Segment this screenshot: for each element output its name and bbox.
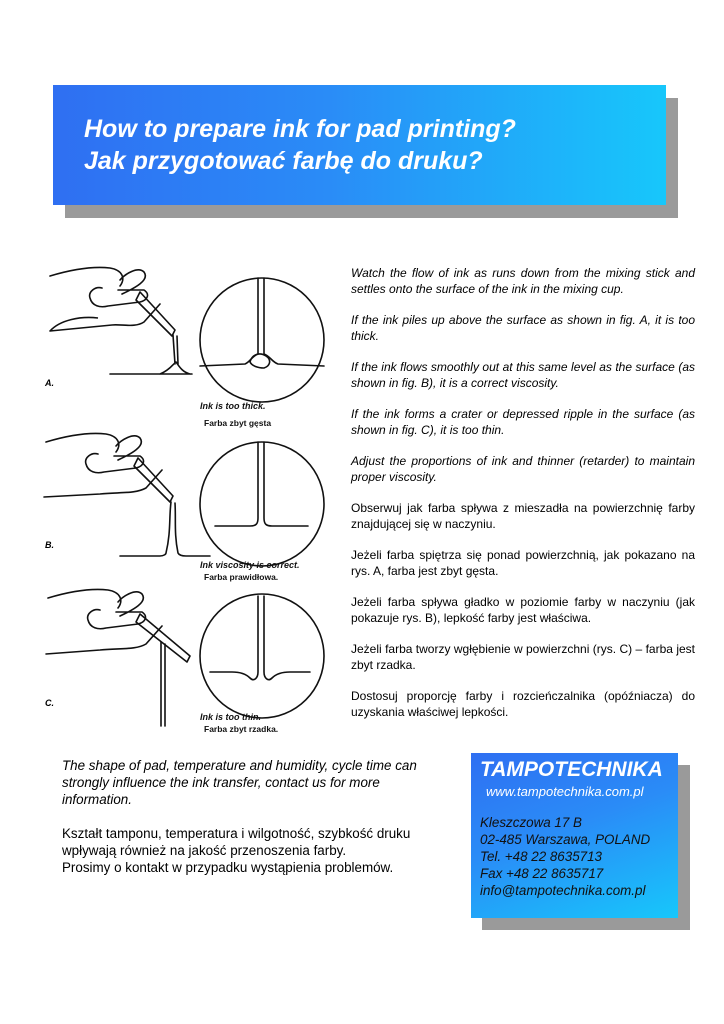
address-city: 02-485 Warszawa, POLAND [480,832,651,847]
influence-note-pl [62,825,446,876]
figure-c-caption-pl: Farba zbyt rzadka. [204,724,279,734]
influence-note-pl-line2: Prosimy o kontakt w przypadku wystąpienia problemów. [62,860,394,875]
fax-number: Fax +48 22 8635717 [480,866,604,881]
figure-a [40,258,340,426]
viscosity-figures [40,258,340,738]
company-name: TAMPOTECHNIKA [480,758,663,781]
instruction-en-1: Watch the flow of ink as runs down from the mixing stick and settles onto the surface of the ink in the mixing cup. [351,266,695,296]
contact-box [471,753,678,918]
influence-note-en: The shape of pad, temperature and humidity, cycle time can strongly influence the ink transfer, contact us for more information. [62,758,417,807]
instruction-pl-1: Obserwuj jak farba spływa z mieszadła na powierzchnię farby znajdującej się w naczyniu. [351,501,695,531]
influence-note-pl-line1: Kształt tamponu, temperatura i wilgotność, szybkość druku wpływają również na jakość przenoszenia farby. [62,826,411,858]
figure-a-caption-en: Ink is too thick. [200,401,266,411]
influence-note [62,757,446,893]
instruction-pl-5: Dostosuj proporcję farby i rozcieńczalnika (opóźniacza) do uzyskania właściwej lepkości. [351,689,695,719]
figure-a-letter: A. [45,378,54,388]
company-website[interactable]: www.tampotechnika.com.pl [486,784,644,799]
figure-c-caption-en: Ink is too thin. [200,712,261,722]
address-street: Kleszczowa 17 B [480,815,582,830]
figure-c-letter: C. [45,698,54,708]
figure-a-drawing [40,258,340,426]
figure-c [40,576,340,744]
figure-b [40,422,340,590]
instruction-pl-2: Jeżeli farba spiętrza się ponad powierzchnią, jak pokazano na rys. A, farba jest zbyt gęsta. [351,548,695,578]
title-english: How to prepare ink for pad printing? [84,115,516,143]
figure-b-caption-en: Ink viscosity is correct. [200,560,300,570]
title-banner [53,85,666,205]
email-address[interactable]: info@tampotechnika.com.pl [480,883,646,898]
instruction-en-4: If the ink forms a crater or depressed ripple in the surface (as shown in fig. C), it is too thin. [351,407,695,437]
instruction-en-2: If the ink piles up above the surface as shown in fig. A, it is too thick. [351,313,695,343]
figure-b-caption-pl: Farba prawidłowa. [204,572,279,582]
instruction-pl-4: Jeżeli farba tworzy wgłębienie w powierzchni (rys. C) – farba jest zbyt rzadka. [351,642,695,672]
figure-a-caption-pl: Farba zbyt gęsta [204,418,272,428]
phone-number: Tel. +48 22 8635713 [480,849,602,864]
company-address [480,814,678,899]
instructions-column [351,265,695,735]
instruction-pl-3: Jeżeli farba spływa gładko w poziomie farby w naczyniu (jak pokazuje rys. B), lepkość farby jest właściwa. [351,595,695,625]
title-polish: Jak przygotować farbę do druku? [84,147,483,175]
instruction-en-5: Adjust the proportions of ink and thinner (retarder) to maintain proper viscosity. [351,454,695,484]
figure-c-drawing [40,576,340,744]
instruction-en-3: If the ink flows smoothly out at this same level as the surface (as shown in fig. B), it is a correct viscosity. [351,360,695,390]
figure-b-letter: B. [45,540,54,550]
